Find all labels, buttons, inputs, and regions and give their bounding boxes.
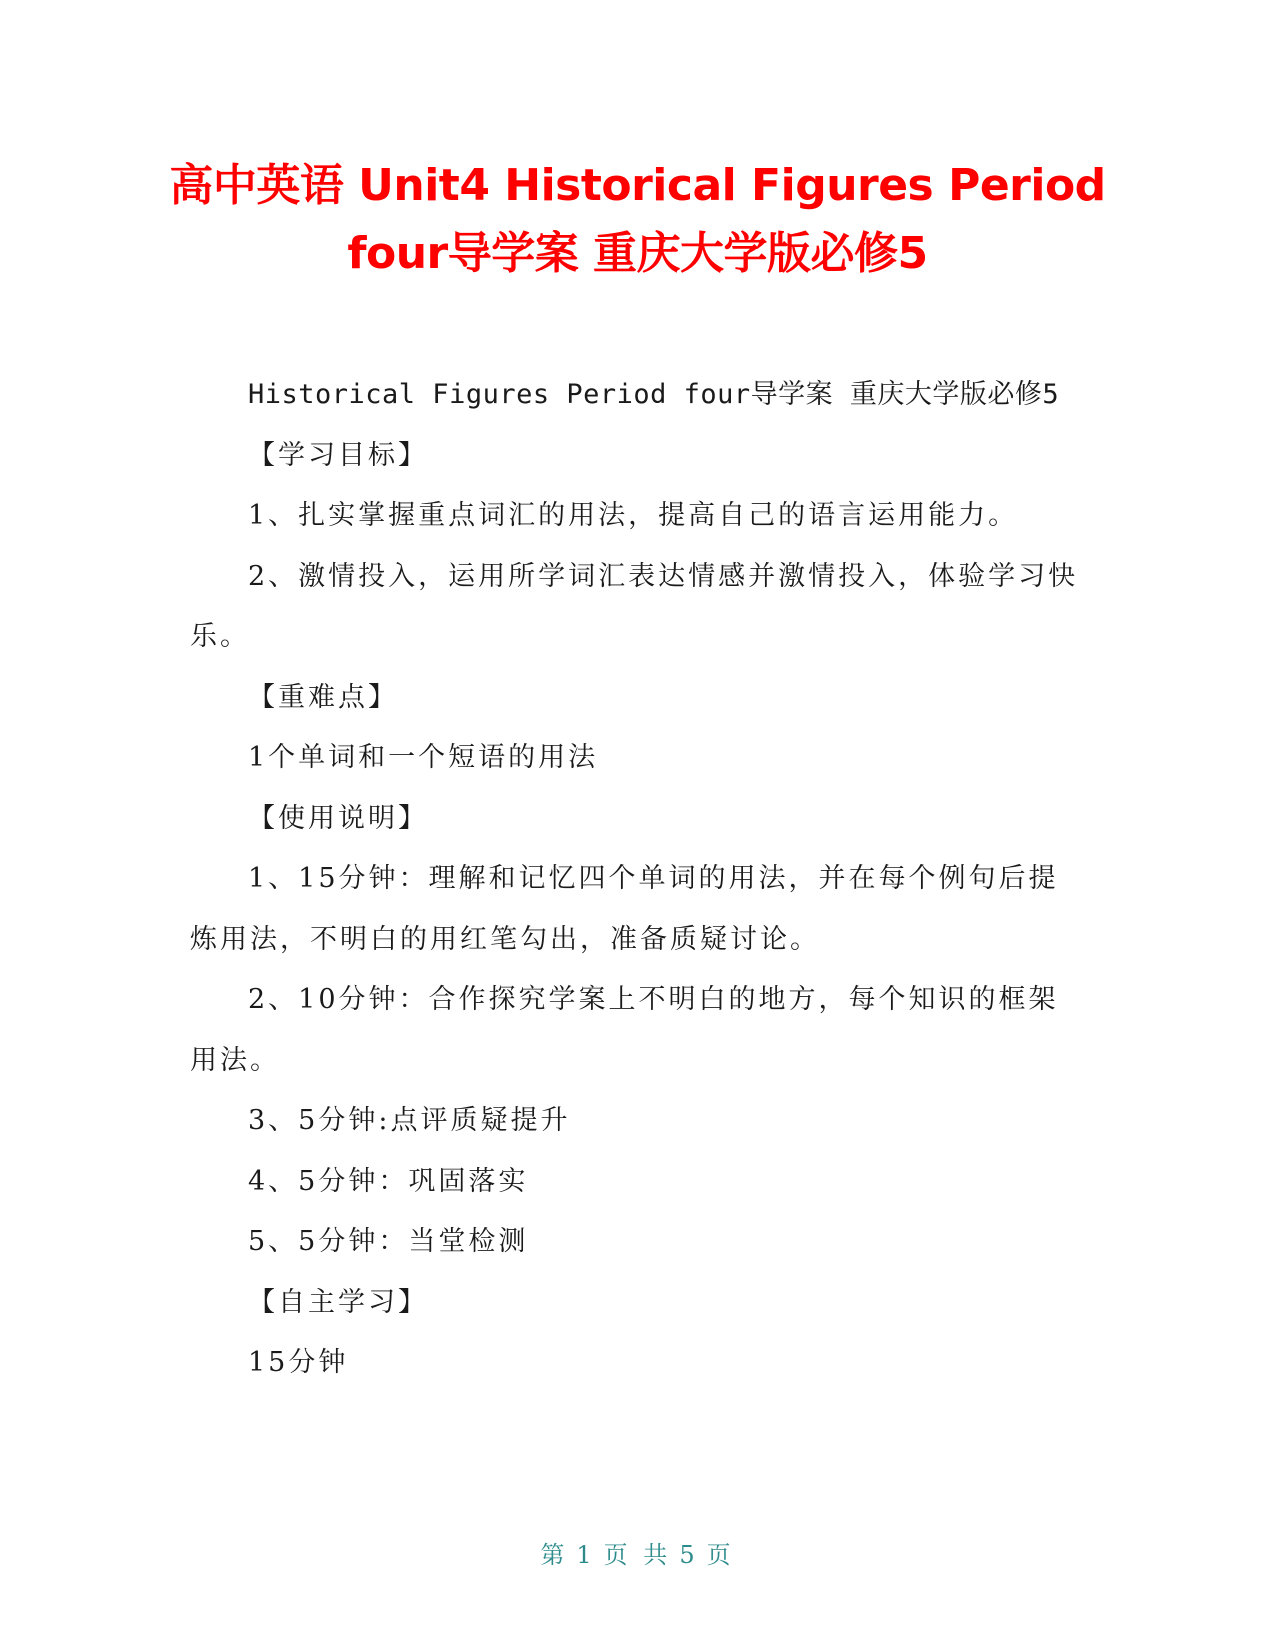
document-title [160, 152, 1115, 288]
section-heading-key-points: 【重难点】 [248, 681, 398, 713]
instruction-item-3: 3、5分钟:点评质疑提升 [248, 1105, 571, 1136]
section-heading-instructions: 【使用说明】 [248, 802, 428, 834]
subtitle-paragraph: Historical Figures Period four导学案 重庆大学版必修5 [248, 379, 1060, 410]
instruction-item-4: 4、5分钟：巩固落实 [248, 1165, 529, 1197]
instruction-item-5: 5、5分钟：当堂检测 [248, 1226, 529, 1257]
objective-item-2: 2、激情投入，运用所学词汇表达情感并激情投入，体验学习快乐。 [190, 560, 1079, 652]
section-heading-objectives: 【学习目标】 [248, 439, 428, 471]
page-number-footer [0, 1535, 1275, 1570]
footer-middle: 页 共 [603, 1541, 672, 1569]
current-page-number: 1 [576, 1541, 596, 1569]
section-heading-self-study: 【自主学习】 [248, 1286, 428, 1318]
title-line-1: 高中英语 Unit4 Historical Figures Period [169, 160, 1106, 211]
key-points-text: 1个单词和一个短语的用法 [248, 742, 599, 773]
footer-prefix: 第 [540, 1541, 569, 1569]
self-study-duration: 15分钟 [248, 1347, 349, 1378]
instruction-item-1: 1、15分钟：理解和记忆四个单词的用法，并在每个例句后提炼用法，不明白的用红笔勾出，准备质疑讨论。 [190, 863, 1059, 955]
title-line-2: four导学案 重庆大学版必修5 [347, 228, 928, 279]
total-pages-number: 5 [679, 1541, 699, 1569]
document-body [190, 365, 1085, 1394]
instruction-item-2: 2、10分钟：合作探究学案上不明白的地方，每个知识的框架用法。 [190, 984, 1059, 1076]
footer-suffix: 页 [706, 1541, 735, 1569]
objective-item-1: 1、扎实掌握重点词汇的用法，提高自己的语言运用能力。 [248, 500, 1019, 531]
